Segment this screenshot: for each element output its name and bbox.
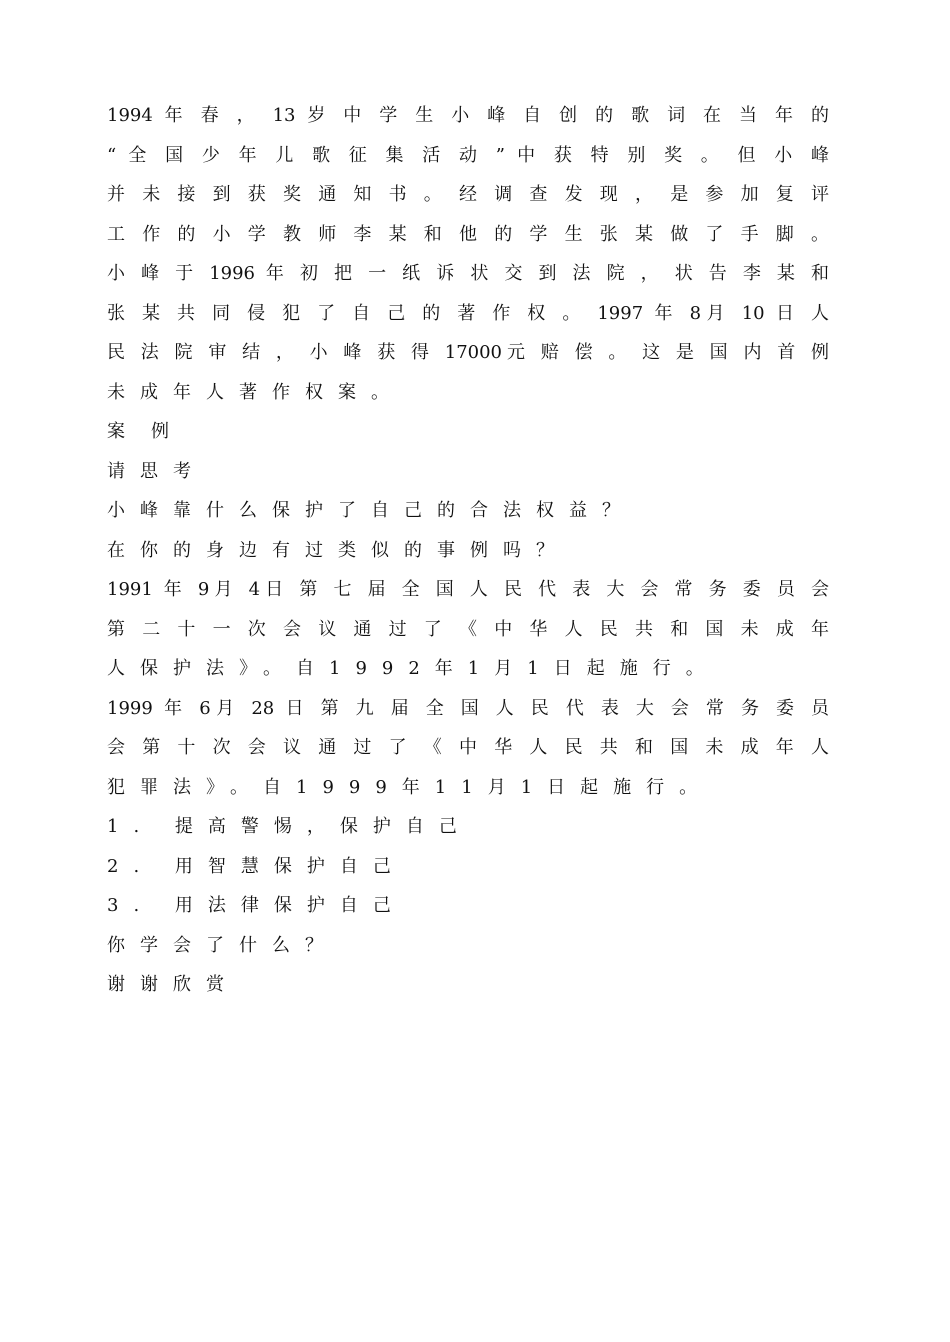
law-1999-line: 会 第 十 次 会 议 通 过 了 《 中 华 人 民 共 和 国 未 成 年 人 (107, 737, 829, 758)
case-story-line: “ 全 国 少 年 儿 歌 征 集 活 动 ” 中 获 特 别 奖 。 但 小 峰 (107, 145, 829, 166)
law-1991-line: 第 二 十 一 次 会 议 通 过 了 《 中 华 人 民 共 和 国 未 成 年 (107, 619, 829, 640)
point-item: 1. 提高警惕，保护自己 (107, 816, 472, 837)
case-label: 案例 (107, 421, 195, 442)
case-story-line: 1994 年 春 ， 13 岁 中 学 生 小 峰 自 创 的 歌 词 在 当 年 的 (107, 105, 829, 126)
law-1999-line: 犯罪法》。自1999年11月1日起施行。 (107, 777, 713, 798)
closing-question: 你学会了什么？ (107, 935, 338, 956)
question-item: 在你的身边有过类似的事例吗？ (107, 540, 569, 561)
law-1999-line: 1999 年 6月 28 日 第 九 届 全 国 人 民 代 表 大 会 常 务 委 员 (107, 698, 830, 719)
law-1991-line: 人保护法》。自1992年1月1日起施行。 (107, 658, 719, 679)
case-story-line: 工 作 的 小 学 教 师 李 某 和 他 的 学 生 张 某 做 了 手 脚 。 (107, 224, 829, 245)
law-1991-line: 1991 年 9月 4日 第 七 届 全 国 人 民 代 表 大 会 常 务 委 员 会 (107, 579, 829, 600)
case-story-line: 未成年人著作权案。 (107, 382, 404, 403)
question-item: 小峰靠什么保护了自己的合法权益？ (107, 500, 635, 521)
think-label: 请思考 (107, 461, 206, 482)
thanks-text: 谢谢欣赏 (107, 974, 239, 995)
case-story-line: 民 法 院 审 结 ， 小 峰 获 得 17000元 赔 偿 。 这 是 国 内 首 例 (107, 342, 829, 363)
case-story-line: 并 未 接 到 获 奖 通 知 书 。 经 调 查 发 现 ， 是 参 加 复 评 (107, 184, 829, 205)
point-item: 2. 用智慧保护自己 (107, 856, 406, 877)
case-story-line: 小 峰 于 1996 年 初 把 一 纸 诉 状 交 到 法 院 ， 状 告 李 某 和 (107, 263, 829, 284)
case-story-line: 张 某 共 同 侵 犯 了 自 己 的 著 作 权 。 1997 年 8月 10 日 人 (107, 303, 830, 324)
point-item: 3. 用法律保护自己 (107, 895, 406, 916)
